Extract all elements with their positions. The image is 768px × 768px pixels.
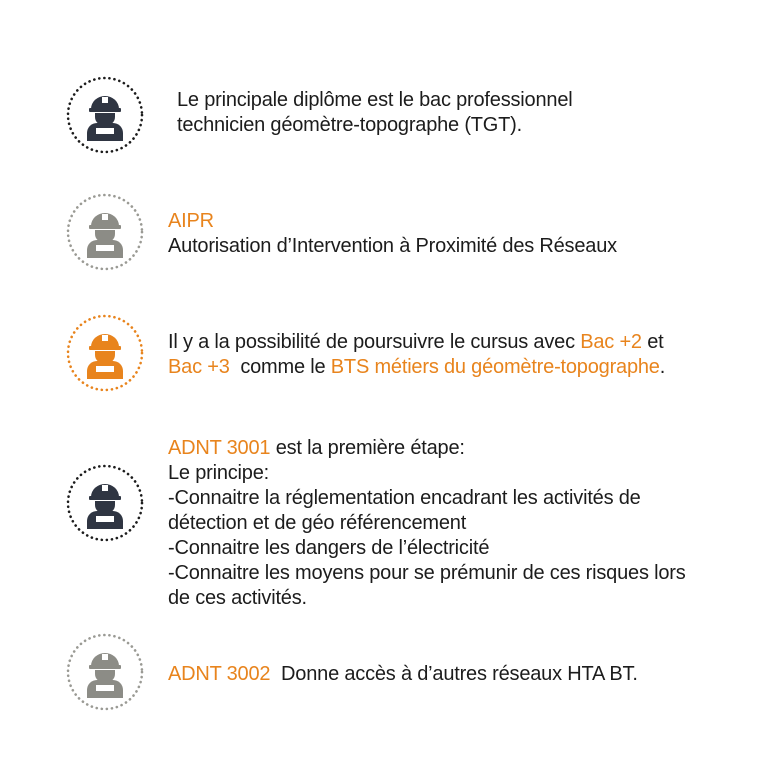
- item-text-line: -Connaitre la réglementation encadrant les activités de: [168, 487, 641, 509]
- worker-icon: [65, 75, 145, 155]
- item-text-line: Autorisation d’Intervention à Proximité des Réseaux: [168, 235, 617, 257]
- item-text-line: ADNT 3002 Donne accès à d’autres réseaux HTA BT.: [168, 663, 638, 685]
- item-text-line: technicien géomètre-topographe (TGT).: [177, 114, 522, 136]
- worker-icon: [65, 313, 145, 393]
- item-title: AIPR: [168, 210, 214, 232]
- highlight-text: ADNT 3001: [168, 437, 271, 459]
- item-text-line: -Connaitre les moyens pour se prémunir de ces risques lors: [168, 562, 686, 584]
- item-text-line: Il y a la possibilité de poursuivre le cursus avec Bac +2 et: [168, 331, 664, 353]
- highlight-text: BTS métiers du géomètre-topographe: [330, 356, 660, 378]
- highlight-text: Bac +2: [580, 331, 642, 353]
- item-text-line: détection et de géo référencement: [168, 512, 467, 534]
- item-text-line: Le principe:: [168, 462, 269, 484]
- highlight-text: ADNT 3002: [168, 663, 271, 685]
- item-text-line: ADNT 3001 est la première étape:: [168, 437, 465, 459]
- item-text-line: -Connaitre les dangers de l’électricité: [168, 537, 490, 559]
- highlight-text: Bac +3: [168, 356, 230, 378]
- item-text-line: Le principale diplôme est le bac professionnel: [177, 89, 573, 111]
- worker-icon: [65, 463, 145, 543]
- item-text-line: Bac +3 comme le BTS métiers du géomètre-topographe.: [168, 356, 666, 378]
- item-text-line: de ces activités.: [168, 587, 307, 609]
- worker-icon: [65, 192, 145, 272]
- worker-icon: [65, 632, 145, 712]
